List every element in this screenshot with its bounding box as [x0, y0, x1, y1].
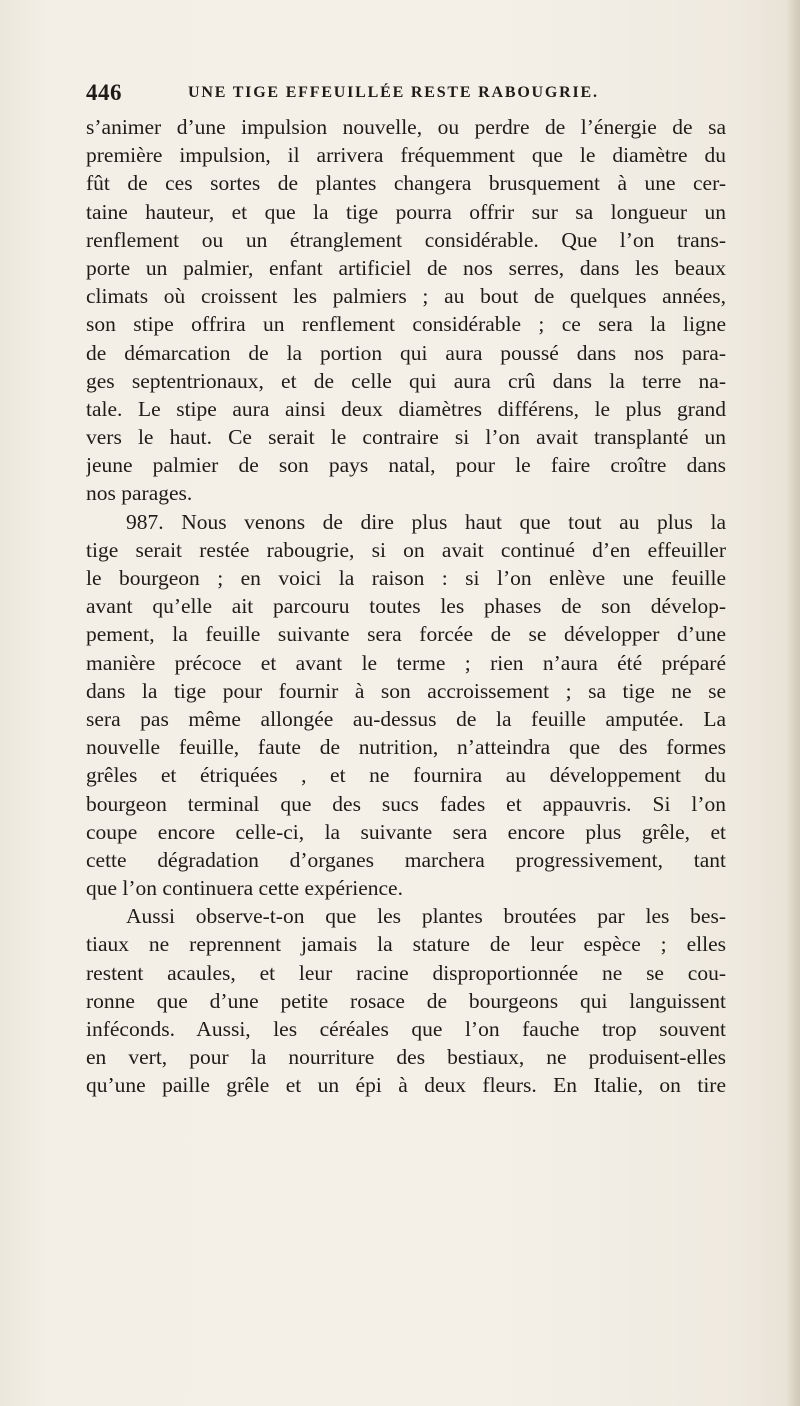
- text-line: taine hauteur, et que la tige pourra offrir sur sa longueur un: [86, 199, 726, 224]
- text-line: sera pas même allongée au-dessus de la feuille amputée. La: [86, 706, 726, 731]
- text-line: première impulsion, il arrivera fréquemment que le diamètre du: [86, 143, 726, 168]
- text-line: coupe encore celle-ci, la suivante sera encore plus grêle, et: [86, 819, 726, 844]
- text-line: renflement ou un étranglement considérable. Que l’on trans-: [86, 227, 726, 252]
- paragraph-start: 987. Nous venons de dire plus haut que tout au plus la: [126, 509, 726, 534]
- page-header: [86, 80, 726, 108]
- text-line: le bourgeon ; en voici la raison : si l’on enlève une feuille: [86, 566, 726, 590]
- text-line: tiaux ne reprennent jamais la stature de leur espèce ; elles: [86, 932, 726, 957]
- page-number: 446: [86, 80, 122, 105]
- text-line: ronne que d’une petite rosace de bourgeons qui languissent: [86, 988, 726, 1013]
- text-line: pement, la feuille suivante sera forcée de se développer d’une: [86, 622, 726, 647]
- paragraph-start: Aussi observe-t-on que les plantes broutées par les bes-: [126, 904, 726, 929]
- text-line: tige serait restée rabougrie, si on avait continué d’en effeuiller: [86, 537, 726, 562]
- text-line: restent acaules, et leur racine disproportionnée ne se cou-: [86, 960, 726, 985]
- text-line: grêles et étriquées , et ne fournira au développement du: [86, 763, 726, 788]
- text-line: tale. Le stipe aura ainsi deux diamètres différens, le plus grand: [86, 396, 726, 421]
- text-line: que l’on continuera cette expérience.: [86, 876, 403, 901]
- text-line: nouvelle feuille, faute de nutrition, n’atteindra que des formes: [86, 735, 726, 760]
- running-head: UNE TIGE EFFEUILLÉE RESTE RABOUGRIE.: [188, 84, 599, 101]
- text-line: qu’une paille grêle et un épi à deux fleurs. En Italie, on tire: [86, 1073, 726, 1098]
- text-line: de démarcation de la portion qui aura poussé dans nos para-: [86, 340, 726, 365]
- text-line: fût de ces sortes de plantes changera brusquement à une cer-: [86, 171, 726, 196]
- text-line: en vert, pour la nourriture des bestiaux, ne produisent-elles: [86, 1045, 726, 1070]
- text-line: climats où croissent les palmiers ; au bout de quelques années,: [86, 284, 726, 309]
- body-text: [86, 113, 726, 1100]
- text-line: jeune palmier de son pays natal, pour le faire croître dans: [86, 453, 726, 478]
- text-line: avant qu’elle ait parcouru toutes les phases de son dévelop-: [86, 594, 726, 619]
- text-line: s’animer d’une impulsion nouvelle, ou perdre de l’énergie de sa: [86, 115, 726, 139]
- text-line: son stipe offrira un renflement considérable ; ce sera la ligne: [86, 312, 726, 337]
- text-line: vers le haut. Ce serait le contraire si l’on avait transplanté un: [86, 425, 726, 450]
- text-line: porte un palmier, enfant artificiel de nos serres, dans les beaux: [86, 255, 726, 280]
- page-edge: [786, 0, 800, 1406]
- text-line: dans la tige pour fournir à son accroissement ; sa tige ne se: [86, 678, 726, 703]
- text-line: cette dégradation d’organes marchera progressivement, tant: [86, 847, 726, 872]
- text-line: inféconds. Aussi, les céréales que l’on fauche trop souvent: [86, 1017, 726, 1041]
- text-line: nos parages.: [86, 481, 193, 506]
- text-line: bourgeon terminal que des sucs fades et appauvris. Si l’on: [86, 791, 726, 816]
- text-line: manière précoce et avant le terme ; rien n’aura été préparé: [86, 650, 726, 675]
- text-line: ges septentrionaux, et de celle qui aura crû dans la terre na-: [86, 368, 726, 393]
